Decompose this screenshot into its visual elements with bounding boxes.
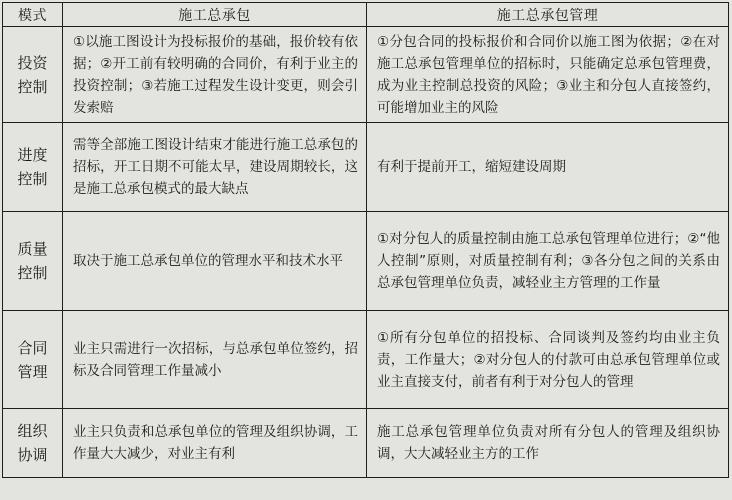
mode-label-line: 组织 [17, 422, 48, 440]
table-row [3, 27, 729, 123]
mode-label-line: 合同 [17, 338, 48, 357]
row-mode-cell [3, 27, 63, 123]
mode-label-line: 管理 [17, 362, 48, 381]
mode-label-line: 投资 [17, 53, 48, 72]
contracting-management-cell: ①分包合同的投标报价和合同价以施工图为依据；②在对施工总承包管理单位的招标时，只能确定总承包管理费，成为业主控制总投资的风险；③业主和分包人直接签约，可能增加业主的风险 [367, 27, 729, 123]
mode-label-line: 质量 [17, 240, 48, 258]
general-contracting-cell: ①以施工图设计为投标报价的基础，报价较有依据；②开工前有较明确的合同价，有利于业主的投资控制；③若施工过程发生设计变更，则会引发索赔 [63, 27, 367, 123]
contracting-management-cell: 有利于提前开工，缩短建设周期 [367, 123, 729, 212]
table-row [3, 123, 729, 212]
general-contracting-cell: 需等全部施工图设计结束才能进行施工总承包的招标，开工日期不可能太早，建设周期较长，这是施工总承包模式的最大缺点 [63, 123, 367, 212]
table-row [3, 212, 729, 311]
row-mode-cell [3, 212, 63, 311]
mode-label-line: 控制 [17, 170, 48, 188]
table-row [3, 311, 729, 409]
general-contracting-cell: 取决于施工总承包单位的管理水平和技术水平 [63, 212, 367, 311]
comparison-table [2, 2, 729, 478]
mode-label-line: 控制 [17, 77, 48, 96]
header-mode: 模式 [3, 3, 63, 27]
general-contracting-cell: 业主只负责和总承包单位的管理及组织协调，工作量大大减少，对业主有利 [63, 409, 367, 478]
header-general-contracting: 施工总承包 [63, 3, 367, 27]
mode-label-line: 进度 [17, 146, 48, 164]
row-mode-cell [3, 123, 63, 212]
general-contracting-cell: 业主只需进行一次招标，与总承包单位签约，招标及合同管理工作量减小 [63, 311, 367, 409]
table-row [3, 409, 729, 478]
mode-label-line: 协调 [17, 446, 48, 464]
mode-label-line: 控制 [17, 264, 48, 282]
header-contracting-management: 施工总承包管理 [367, 3, 729, 27]
contracting-management-cell: 施工总承包管理单位负责对所有分包人的管理及组织协调，大大减轻业主方的工作 [367, 409, 729, 478]
row-mode-cell [3, 409, 63, 478]
row-mode-cell [3, 311, 63, 409]
contracting-management-cell: ①对分包人的质量控制由施工总承包管理单位进行；②“他人控制”原则，对质量控制有利；③各分包之间的关系由总承包管理单位负责，减轻业主方管理的工作量 [367, 212, 729, 311]
table-header-row [3, 3, 729, 27]
contracting-management-cell: ①所有分包单位的招投标、合同谈判及签约均由业主负责，工作量大；②对分包人的付款可由总承包管理单位或业主直接支付，前者有利于对分包人的管理 [367, 311, 729, 409]
